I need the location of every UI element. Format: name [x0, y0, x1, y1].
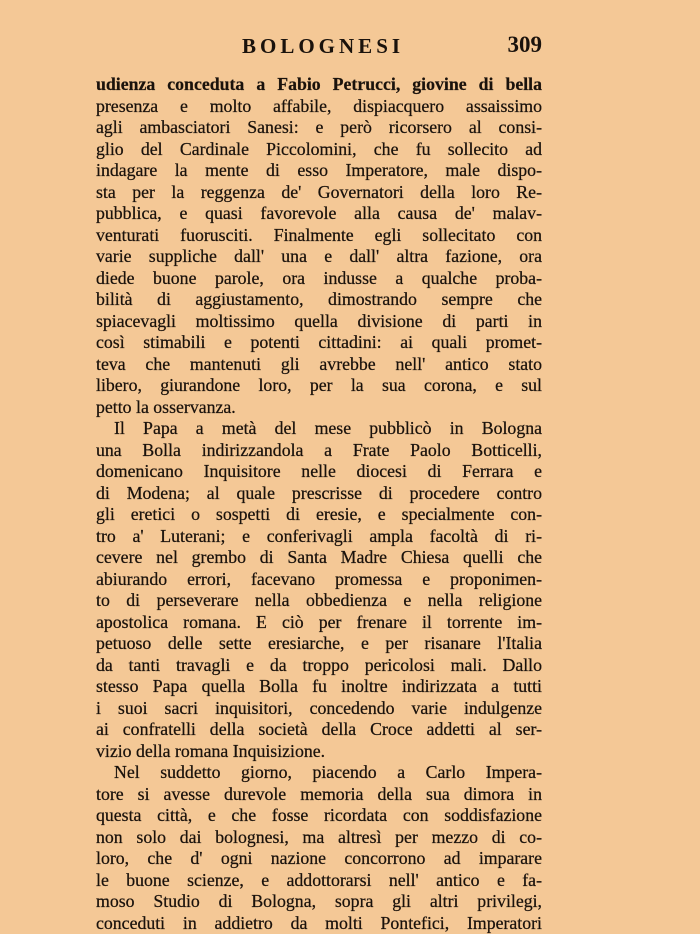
text-line: conceduti in addietro da molti Pontefici, Imperatori — [96, 912, 542, 933]
text-line: diede buone parole, ora indusse a qualche proba- — [96, 267, 542, 288]
page-number: 309 — [507, 32, 542, 57]
body-text — [96, 74, 542, 934]
text-line: tro a' Luterani; e conferivagli ampla facoltà di ri- — [96, 525, 542, 546]
text-line: bilità di aggiustamento, dimostrando sempre che — [96, 289, 542, 309]
text-line: sta per la reggenza de' Governatori della loro Re- — [96, 181, 542, 202]
text-line: abiurando errori, facevano promessa e proponimen- — [96, 568, 542, 589]
paragraph-start-line: Il Papa a metà del mese pubblicò in Bologna — [114, 418, 542, 438]
text-line: gli eretici o sospetti di eresie, e specialmente con- — [96, 504, 542, 524]
paragraph-start-line: Nel suddetto giorno, piacendo a Carlo Impera- — [114, 762, 542, 782]
text-line: di Modena; al quale prescrisse di procedere contro — [96, 482, 542, 503]
text-line: apostolica romana. E ciò per frenare il torrente im- — [96, 611, 542, 632]
running-head — [96, 34, 542, 64]
text-line: udienza conceduta a Fabio Petrucci, giovine di bella — [96, 74, 542, 94]
text-line: cevere nel grembo di Santa Madre Chiesa quelli che — [96, 547, 542, 567]
text-line: petuoso delle sette eresiarche, e per risanare l'Italia — [96, 633, 542, 653]
text-line: teva che mantenuti gli avrebbe nell' antico stato — [96, 353, 542, 374]
text-line: petto la osservanza. — [96, 396, 236, 417]
text-line: non solo dai bolognesi, ma altresì per mezzo di co- — [96, 826, 542, 847]
text-line: to di perseverare nella obbedienza e nella religione — [96, 590, 542, 610]
text-line: libero, giurandone loro, per la sua corona, e sul — [96, 375, 542, 395]
text-line: domenicano Inquisitore nelle diocesi di Ferrara e — [96, 461, 542, 481]
running-title: BOLOGNESI — [242, 34, 405, 58]
text-line: da tanti travagli e da troppo pericolosi mali. Dallo — [96, 654, 542, 675]
text-line: loro, che d' ogni nazione concorrono ad imparare — [96, 848, 542, 868]
text-line: questa città, e che fosse ricordata con soddisfazione — [96, 805, 542, 825]
text-line: pubblica, e quasi favorevole alla causa de' malav- — [96, 203, 542, 223]
text-line: i suoi sacri inquisitori, concedendo varie indulgenze — [96, 697, 542, 718]
text-line: una Bolla indirizzandola a Frate Paolo Botticelli, — [96, 439, 542, 460]
text-line: tore si avesse durevole memoria della sua dimora in — [96, 783, 542, 804]
text-line: agli ambasciatori Sanesi: e però ricorsero al consi- — [96, 117, 542, 137]
text-line: vizio della romana Inquisizione. — [96, 740, 326, 761]
text-line: ai confratelli della società della Croce addetti al ser- — [96, 719, 542, 739]
text-line: le buone scienze, e addottorarsi nell' antico e fa- — [96, 869, 542, 890]
text-line: varie suppliche dall' una e dall' altra fazione, ora — [96, 246, 542, 266]
text-line: spiacevagli moltissimo quella divisione di parti in — [96, 310, 542, 331]
text-line: così stimabili e potenti cittadini: ai quali promet- — [96, 332, 542, 352]
text-line: glio del Cardinale Piccolomini, che fu sollecito ad — [96, 138, 542, 159]
text-line: stesso Papa quella Bolla fu inoltre indirizzata a tutti — [96, 676, 542, 696]
text-line: moso Studio di Bologna, sopra gli altri privilegi, — [96, 891, 542, 911]
text-line: presenza e molto affabile, dispiacquero assaissimo — [96, 95, 542, 116]
text-line: indagare la mente di esso Imperatore, male dispo- — [96, 160, 542, 180]
text-line: venturati fuorusciti. Finalmente egli sollecitato con — [96, 224, 542, 245]
